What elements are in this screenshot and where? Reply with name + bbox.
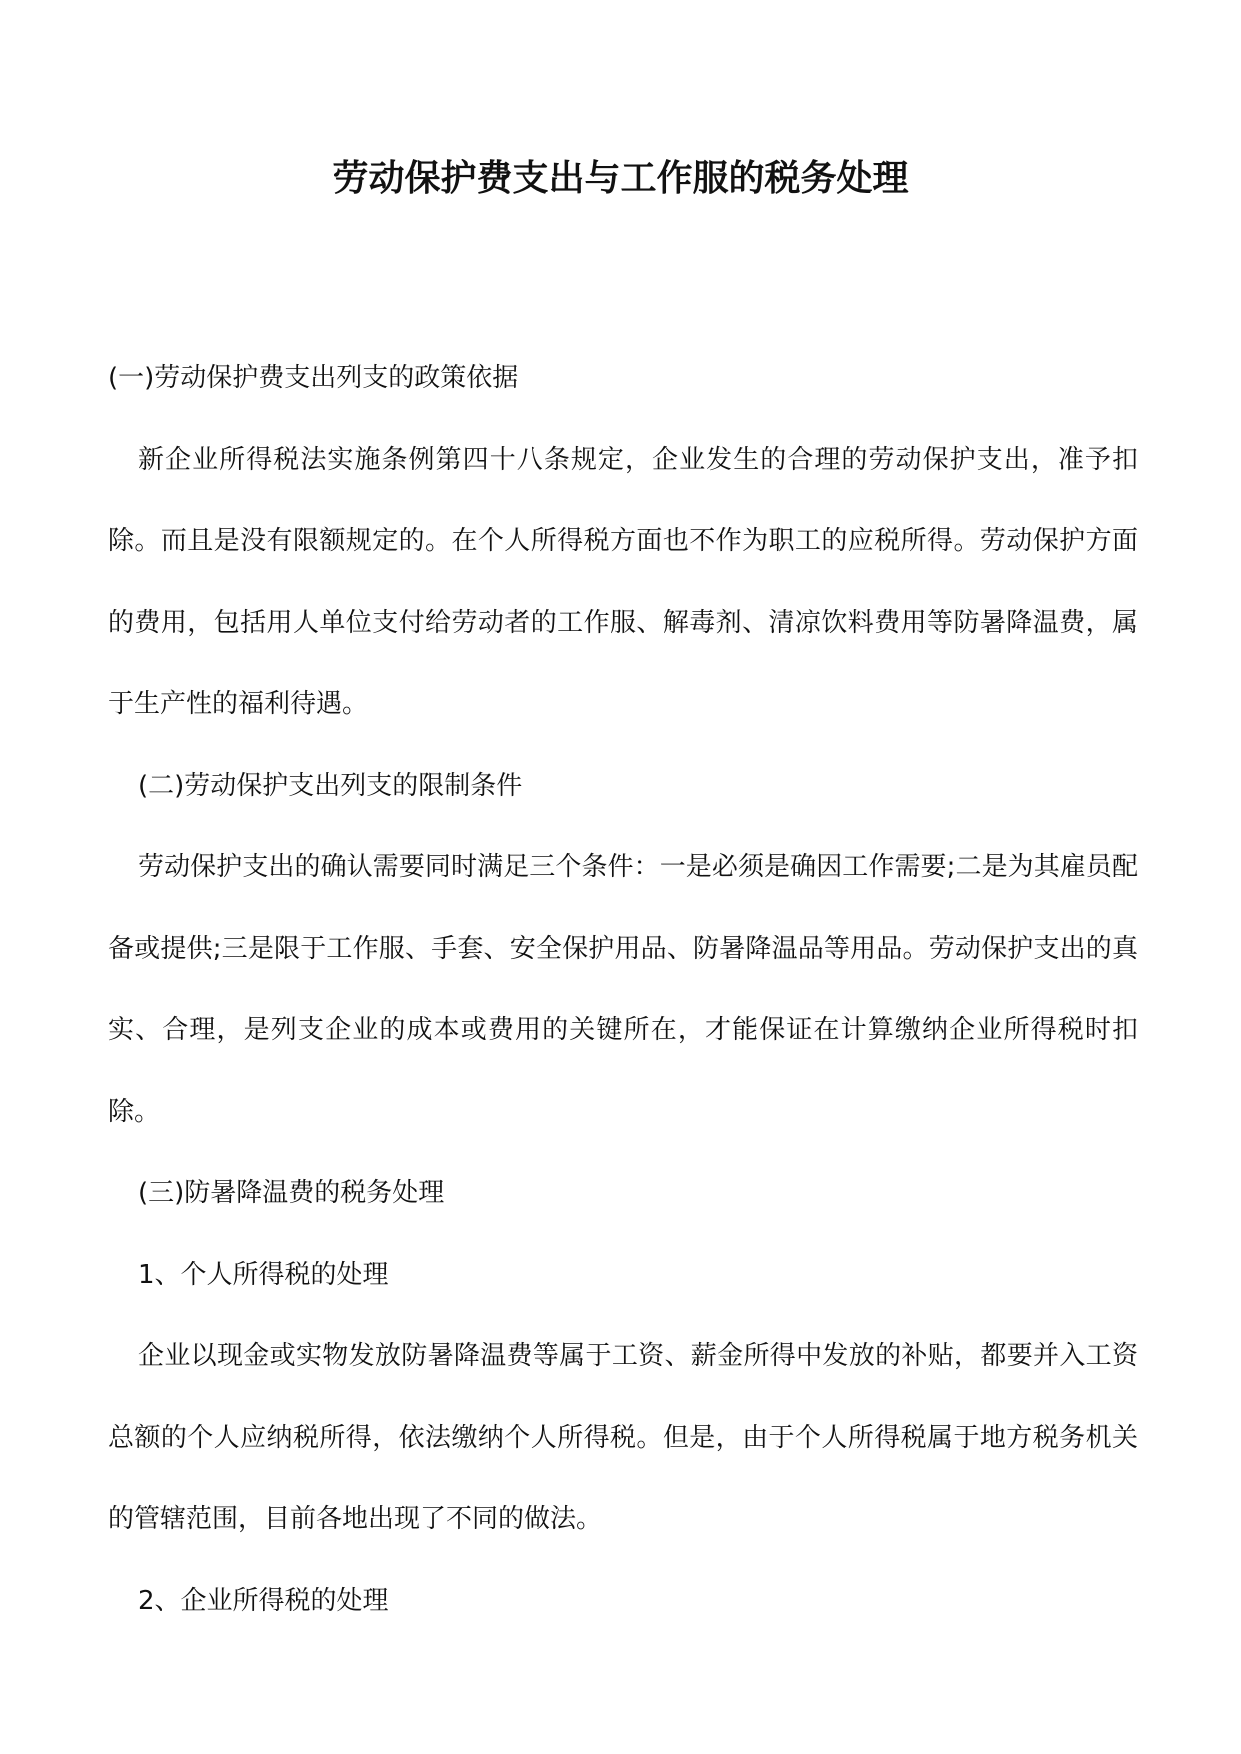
section-2-heading: (二)劳动保护支出列支的限制条件: [138, 770, 523, 801]
section-2-paragraph: 劳动保护支出的确认需要同时满足三个条件：一是必须是确因工作需要;二是为其雇员配备或提供;三是限于工作服、手套、安全保护用品、防暑降温品等用品。劳动保护支出的真实、合理，是列支企业的成本或费用的关键所在，才能保证在计算缴纳企业所得税时扣除。: [108, 852, 1138, 1127]
document-body: [108, 338, 1138, 1642]
page-title: 劳动保护费支出与工作服的税务处理: [332, 157, 909, 199]
section-3-heading: (三)防暑降温费的税务处理: [138, 1178, 445, 1208]
section-1-heading: (一)劳动保护费支出列支的政策依据: [108, 363, 519, 393]
subsection-1-paragraph: 企业以现金或实物发放防暑降温费等属于工资、薪金所得中发放的补贴，都要并入工资总额的个人应纳税所得，依法缴纳个人所得税。但是，由于个人所得税属于地方税务机关的管辖范围，目前各地出现了不同的做法。: [108, 1341, 1138, 1534]
subsection-1-heading: 1、个人所得税的处理: [138, 1259, 389, 1290]
section-1-paragraph: 新企业所得税法实施条例第四十八条规定，企业发生的合理的劳动保护支出，准予扣除。而且是没有限额规定的。在个人所得税方面也不作为职工的应税所得。劳动保护方面的费用，包括用人单位支付给劳动者的工作服、解毒剂、清凉饮料费用等防暑降温费，属于生产性的福利待遇。: [108, 444, 1138, 719]
subsection-2-heading: 2、企业所得税的处理: [138, 1585, 389, 1616]
